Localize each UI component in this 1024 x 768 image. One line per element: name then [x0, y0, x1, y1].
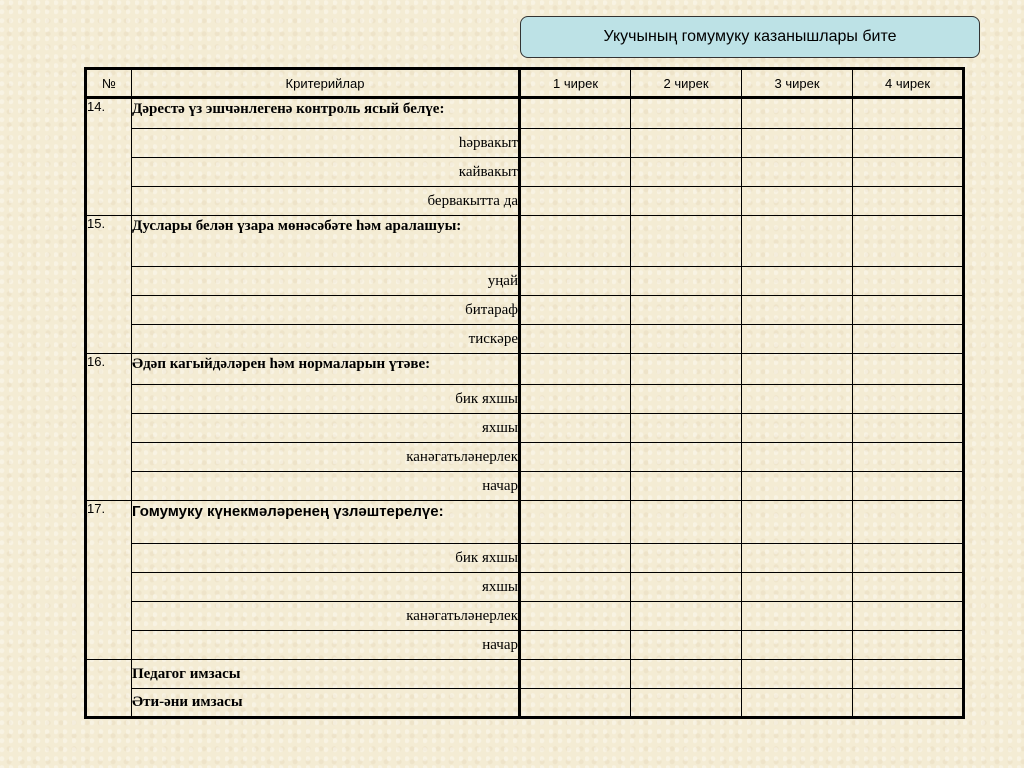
grade-cell[interactable]: [853, 158, 964, 187]
grade-cell[interactable]: [631, 544, 742, 573]
section-label: Гомумуку күнекмәләренең үзләштерелүе:: [132, 501, 520, 544]
header-criteria: Критерийлар: [132, 69, 520, 98]
header-quarter-1: 1 чирек: [520, 69, 631, 98]
section-row: [86, 216, 964, 267]
signature-cell[interactable]: [520, 660, 631, 689]
option-label: начар: [132, 631, 520, 660]
option-label: бик яхшы: [132, 385, 520, 414]
option-label: яхшы: [132, 414, 520, 443]
grade-cell[interactable]: [520, 414, 631, 443]
grade-cell[interactable]: [631, 472, 742, 501]
section-row: [86, 501, 964, 544]
grade-cell[interactable]: [742, 472, 853, 501]
grade-cell[interactable]: [742, 187, 853, 216]
signature-row: [86, 689, 964, 718]
grade-cell[interactable]: [520, 501, 631, 544]
option-label: битараф: [132, 296, 520, 325]
grade-cell[interactable]: [853, 325, 964, 354]
grade-cell[interactable]: [742, 216, 853, 267]
option-row: [86, 414, 964, 443]
section-row: [86, 354, 964, 385]
grade-cell[interactable]: [742, 267, 853, 296]
grade-cell[interactable]: [631, 267, 742, 296]
grade-cell[interactable]: [631, 385, 742, 414]
grade-cell[interactable]: [742, 354, 853, 385]
grade-cell[interactable]: [742, 385, 853, 414]
grade-cell[interactable]: [742, 296, 853, 325]
option-label: тискәре: [132, 325, 520, 354]
grade-cell[interactable]: [631, 129, 742, 158]
grade-cell[interactable]: [520, 573, 631, 602]
grade-cell[interactable]: [853, 414, 964, 443]
grade-cell[interactable]: [742, 129, 853, 158]
grade-cell[interactable]: [853, 216, 964, 267]
grade-cell[interactable]: [742, 98, 853, 129]
grade-cell[interactable]: [853, 98, 964, 129]
grade-cell[interactable]: [853, 573, 964, 602]
option-label: кайвакыт: [132, 158, 520, 187]
grade-cell[interactable]: [742, 602, 853, 631]
grade-cell[interactable]: [853, 385, 964, 414]
signature-cell[interactable]: [742, 689, 853, 718]
section-number: 16.: [86, 354, 132, 501]
section-number: 17.: [86, 501, 132, 660]
header-row: [86, 69, 964, 98]
grade-cell[interactable]: [631, 187, 742, 216]
option-row: [86, 129, 964, 158]
grade-cell[interactable]: [853, 296, 964, 325]
parent-signature-label: Әти-әни имзасы: [132, 689, 520, 718]
grade-cell[interactable]: [520, 296, 631, 325]
grade-cell[interactable]: [631, 573, 742, 602]
grade-cell[interactable]: [631, 296, 742, 325]
signature-num-cell: [86, 660, 132, 718]
section-number: 15.: [86, 216, 132, 354]
grade-cell[interactable]: [520, 354, 631, 385]
option-label: канәгатьләнерлек: [132, 443, 520, 472]
grade-cell[interactable]: [853, 354, 964, 385]
signature-cell[interactable]: [520, 689, 631, 718]
grade-cell[interactable]: [631, 158, 742, 187]
section-label: Әдәп кагыйдәләрен һәм нормаларын үтәве:: [132, 354, 520, 385]
option-row: [86, 158, 964, 187]
grade-cell[interactable]: [853, 267, 964, 296]
section-number: 14.: [86, 98, 132, 216]
option-row: [86, 544, 964, 573]
header-quarter-4: 4 чирек: [853, 69, 964, 98]
option-label: уңай: [132, 267, 520, 296]
option-row: [86, 443, 964, 472]
option-row: [86, 325, 964, 354]
grade-cell[interactable]: [631, 98, 742, 129]
signature-cell[interactable]: [853, 660, 964, 689]
grade-cell[interactable]: [520, 443, 631, 472]
option-row: [86, 187, 964, 216]
grade-cell[interactable]: [853, 187, 964, 216]
grade-cell[interactable]: [520, 98, 631, 129]
grade-cell[interactable]: [853, 602, 964, 631]
grade-cell[interactable]: [631, 501, 742, 544]
grade-cell[interactable]: [742, 573, 853, 602]
option-row: [86, 631, 964, 660]
option-row: [86, 573, 964, 602]
option-row: [86, 267, 964, 296]
signature-cell[interactable]: [631, 660, 742, 689]
grade-cell[interactable]: [742, 158, 853, 187]
grade-cell[interactable]: [631, 443, 742, 472]
header-quarter-2: 2 чирек: [631, 69, 742, 98]
grade-cell[interactable]: [853, 443, 964, 472]
grade-cell[interactable]: [631, 325, 742, 354]
option-row: [86, 472, 964, 501]
option-row: [86, 385, 964, 414]
section-label: Дуслары белән үзара мөнәсәбәте һәм аралашуы:: [132, 216, 520, 267]
grade-cell[interactable]: [520, 216, 631, 267]
grade-cell[interactable]: [853, 472, 964, 501]
grade-cell[interactable]: [520, 187, 631, 216]
grade-cell[interactable]: [742, 631, 853, 660]
option-label: начар: [132, 472, 520, 501]
option-label: һәрвакыт: [132, 129, 520, 158]
grade-cell[interactable]: [853, 129, 964, 158]
grade-cell[interactable]: [742, 325, 853, 354]
option-label: бервакытта да: [132, 187, 520, 216]
grade-cell[interactable]: [853, 544, 964, 573]
header-quarter-3: 3 чирек: [742, 69, 853, 98]
grade-cell[interactable]: [631, 414, 742, 443]
signature-cell[interactable]: [631, 689, 742, 718]
grade-cell[interactable]: [631, 602, 742, 631]
option-row: [86, 296, 964, 325]
grade-cell[interactable]: [742, 501, 853, 544]
grade-cell[interactable]: [520, 385, 631, 414]
grade-cell[interactable]: [631, 354, 742, 385]
grade-cell[interactable]: [520, 544, 631, 573]
grade-cell[interactable]: [631, 631, 742, 660]
header-num: №: [86, 69, 132, 98]
option-row: [86, 602, 964, 631]
option-label: яхшы: [132, 573, 520, 602]
grade-cell[interactable]: [520, 602, 631, 631]
grade-cell[interactable]: [520, 631, 631, 660]
section-row: [86, 98, 964, 129]
grade-cell[interactable]: [520, 472, 631, 501]
signature-row: [86, 660, 964, 689]
signature-cell[interactable]: [853, 689, 964, 718]
teacher-signature-label: Педагог имзасы: [132, 660, 520, 689]
signature-cell[interactable]: [742, 660, 853, 689]
grade-cell[interactable]: [631, 216, 742, 267]
option-label: бик яхшы: [132, 544, 520, 573]
grade-cell[interactable]: [742, 443, 853, 472]
assessment-table: [84, 67, 965, 719]
grade-cell[interactable]: [520, 158, 631, 187]
grade-cell[interactable]: [853, 501, 964, 544]
section-label: Дәрестә үз эшчәнлегенә контроль ясый белүе:: [132, 98, 520, 129]
option-label: канәгатьләнерлек: [132, 602, 520, 631]
grade-cell[interactable]: [742, 544, 853, 573]
grade-cell[interactable]: [520, 325, 631, 354]
grade-cell[interactable]: [520, 267, 631, 296]
grade-cell[interactable]: [853, 631, 964, 660]
grade-cell[interactable]: [520, 129, 631, 158]
page-title: Укучының гомумуку казанышлары бите: [520, 16, 980, 58]
grade-cell[interactable]: [742, 414, 853, 443]
